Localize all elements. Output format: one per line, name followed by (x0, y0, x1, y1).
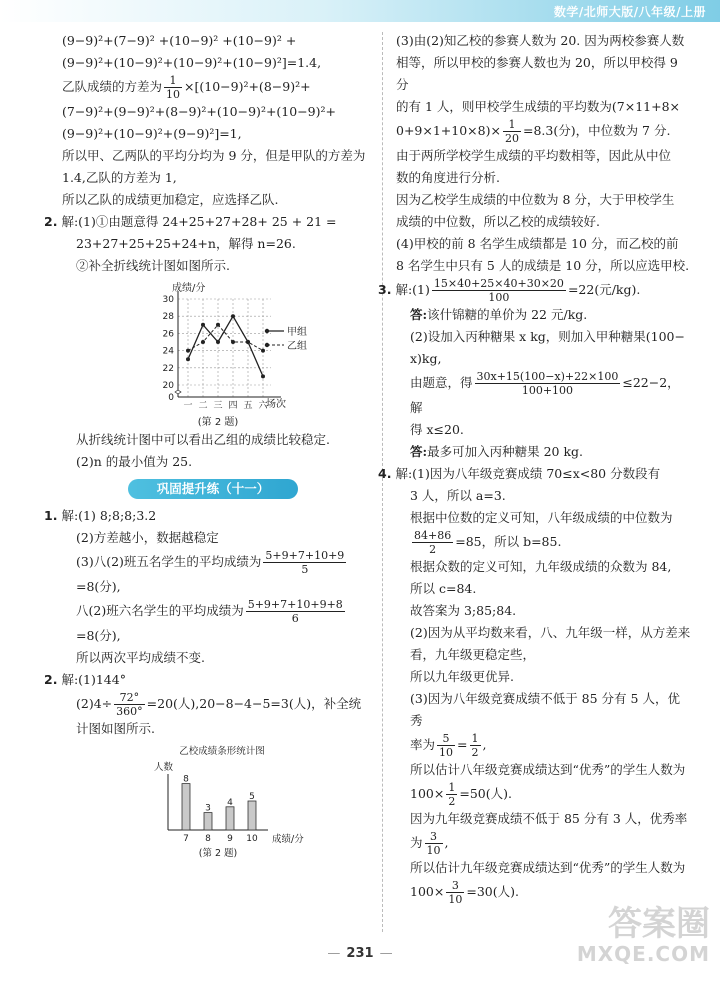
fraction (246, 598, 345, 625)
question-number: 2. (44, 672, 58, 687)
question-number: 2. (44, 214, 58, 229)
denominator: 100 (488, 291, 510, 304)
denominator: 10 (426, 844, 441, 857)
chart-title: 乙校成绩条形统计图 (179, 746, 265, 757)
text-line: 所以九年级更优异. (410, 669, 514, 684)
answer-key: 答: (410, 444, 428, 459)
text-span: 0+9×1+10×8)× (396, 123, 501, 138)
fraction (437, 732, 455, 759)
text-line: 故答案为 3;85;84. (410, 603, 517, 618)
bar (226, 807, 234, 830)
text-span: (3)八(2)班五名学生的平均成绩为 (76, 554, 262, 569)
denominator: 360° (116, 705, 143, 718)
text-line (396, 304, 692, 326)
numerator: 30x+15(100−x)+22×100 (476, 370, 619, 383)
text-line (62, 691, 374, 718)
watermark-url: MXQE.COM (576, 942, 710, 966)
text-line (396, 879, 692, 906)
text-line: 看，九年级更稳定些， (410, 647, 536, 662)
text-line: 从折线统计图中可以看出乙组的成绩比较稳定. (76, 432, 330, 447)
x-tick-label: 9 (227, 834, 233, 844)
x-tick-label: 六 (258, 401, 268, 411)
text-span: 由题意，得 (410, 375, 473, 390)
text-line (396, 370, 692, 419)
text-span: 解:(1)①由题意得 24+25+27+28+ 25 + 21 = (61, 214, 337, 229)
text-line: 计图如图所示. (76, 721, 155, 736)
data-point (201, 323, 205, 327)
fraction (164, 74, 182, 101)
bar (182, 784, 190, 830)
bar (248, 801, 256, 830)
text-span: 因为九年级竞赛成绩不低于 85 分有 3 人，优秀率为 (410, 811, 688, 850)
text-span: ×[(10−9)²+(8−9)²+ (184, 79, 311, 94)
numerator: 5+9+7+10+9 (265, 549, 345, 562)
text-line: x)kg, (410, 351, 442, 366)
fraction (432, 277, 566, 304)
text-line: (9−9)²+(10−9)²+(10−9)²+(10−9)²]=1.4, (62, 55, 322, 70)
text-span: 率为 (410, 737, 436, 752)
fraction (446, 781, 457, 808)
numerator: 5 (437, 732, 455, 746)
watermark (577, 905, 710, 965)
text-line: (2)n 的最小值为 25. (76, 454, 193, 469)
fraction (503, 118, 521, 145)
text-span: =8.3(分)，中位数为 7 分. (522, 123, 671, 138)
text-span: =20(人),20−8−4−5=3(人)，补全统 (146, 696, 362, 711)
fraction (412, 529, 453, 556)
text-span: 解:(1)因为八年级竞赛成绩 70≤x<80 分数段有 (395, 466, 661, 481)
text-line: (9−9)²+(7−9)² +(10−9)² +(10−9)² + (62, 33, 297, 48)
numerator: 72° (114, 691, 145, 705)
numerator: 1 (448, 781, 456, 794)
text-line (396, 441, 692, 463)
answer-key: 答: (410, 307, 428, 322)
fraction (425, 830, 443, 857)
figure-caption: (第 2 题) (198, 848, 238, 859)
text-line: (3)因为八年级竞赛成绩不低于 85 分有 5 人，优秀 (410, 691, 680, 728)
text-span: 解:(1) (395, 282, 430, 297)
text-span: 100× (410, 884, 445, 899)
text-line: 所以估计九年级竞赛成绩达到“优秀”的学生人数为 (410, 860, 686, 875)
question-2b (44, 669, 374, 691)
legend-label-b: 乙组 (287, 341, 307, 352)
bar-value-label: 5 (249, 792, 255, 802)
question-number: 1. (44, 508, 58, 523)
text-line: 由于两所学校学生成绩的平均数相等，因此从中位 (396, 148, 672, 163)
data-point (261, 349, 265, 353)
watermark-logo: 答案圈 (608, 904, 710, 944)
y-tick-label: 26 (162, 329, 174, 340)
line-chart (62, 279, 374, 429)
text-span: 最多可加入丙种糖果 20 kg. (427, 444, 584, 459)
text-span: =22(元/kg). (567, 282, 641, 297)
text-line: 3 人，所以 a=3. (410, 488, 506, 503)
text-span: =85，所以 b=85. (455, 534, 562, 549)
bar-value-label: 4 (227, 797, 233, 808)
denominator: 2 (448, 795, 456, 808)
text-span: =50(人). (459, 786, 512, 801)
legend-label-a: 甲组 (287, 327, 307, 338)
text-span: =30(人). (466, 884, 519, 899)
text-span: 乙队成绩的方差为 (62, 79, 163, 94)
question-4 (378, 463, 692, 485)
left-column (44, 30, 374, 860)
question-3 (378, 277, 692, 304)
text-line: 1.4,乙队的方差为 1, (62, 170, 177, 185)
bar-value-label: 3 (205, 803, 211, 814)
text-line: (4)甲校的前 8 名学生成绩都是 10 分，而乙校的前 (396, 236, 679, 251)
text-line: 所以两次平均成绩不变. (76, 650, 205, 665)
numerator: 84+86 (414, 529, 452, 542)
numerator: 1 (503, 118, 521, 132)
numerator: 5+9+7+10+9+8 (247, 598, 343, 611)
legend-marker-a (265, 329, 269, 333)
text-line: 数的角度进行分析. (396, 170, 500, 185)
text-line (62, 549, 374, 576)
text-span: , (482, 737, 487, 752)
fraction (114, 691, 145, 718)
denominator: 10 (448, 893, 463, 906)
text-line: 因为乙校学生成绩的中位数为 8 分，大于甲校学生 (396, 192, 675, 207)
text-line: 根据众数的定义可知，九年级成绩的众数为 84, (410, 559, 672, 574)
denominator: 2 (471, 746, 479, 759)
text-line: (2)因为从平均数来看，八、九年级一样，从方差来 (410, 625, 691, 640)
x-tick-label: 一 (183, 401, 193, 411)
y-axis-label: 成绩/分 (172, 283, 206, 294)
fraction (470, 732, 481, 759)
fraction (475, 370, 621, 397)
numerator: 1 (471, 732, 479, 745)
text-line: =8(分), (76, 628, 121, 643)
figure-caption: (第 2 题) (197, 417, 239, 428)
text-span: 解:(1) 8;8;8;3.2 (61, 508, 157, 523)
data-point (231, 340, 235, 344)
section-banner: 巩固提升练（十一） (128, 479, 298, 499)
text-line: 所以甲、乙两队的平均分均为 9 分，但是甲队的方差为 (62, 148, 366, 163)
question-number: 4. (378, 466, 392, 481)
text-line: (9−9)²+(10−9)²+(9−9)²]=1, (62, 126, 242, 141)
legend-marker-b (265, 343, 269, 347)
x-tick-label: 10 (246, 834, 258, 844)
text-line (62, 598, 374, 625)
text-span: , (444, 835, 449, 850)
y-axis-label: 人数 (154, 762, 174, 773)
data-point (216, 340, 220, 344)
text-line: 成绩的中位数，所以乙校的成绩较好. (396, 214, 600, 229)
x-tick-label: 三 (213, 401, 223, 411)
x-tick-label: 7 (183, 834, 189, 844)
question-2 (44, 211, 374, 233)
numerator: 15×40+25×40+30×20 (433, 277, 564, 290)
series-line (188, 316, 263, 376)
data-point (231, 314, 235, 318)
denominator: 10 (166, 88, 181, 101)
numerator: 1 (164, 74, 182, 88)
text-span: 八(2)班六名学生的平均成绩为 (76, 603, 244, 618)
text-span: = (457, 737, 468, 752)
text-line: 23+27+25+25+24+n，解得 n=26. (76, 236, 296, 251)
denominator: 20 (504, 132, 519, 145)
numerator: 3 (425, 830, 443, 844)
text-line: =8(分), (76, 579, 121, 594)
text-span: (2)4÷ (76, 696, 113, 711)
text-line: (7−9)²+(9−9)²+(8−9)²+(10−9)²+(10−9)²+ (62, 104, 336, 119)
text-span: ≤22−2，解 (410, 375, 680, 415)
axis-break (175, 390, 181, 394)
data-point (201, 340, 205, 344)
text-span: 解:(1)144° (61, 672, 126, 687)
text-line (396, 529, 692, 556)
bar-chart (62, 742, 374, 860)
bar (204, 813, 212, 830)
numerator: 3 (446, 879, 464, 893)
text-line: 所以 c=84. (410, 581, 477, 596)
text-line (62, 74, 374, 101)
data-point (246, 340, 250, 344)
fraction (263, 549, 346, 576)
text-line (396, 732, 692, 759)
fraction (446, 879, 464, 906)
text-line: 根据中位数的定义可知，八年级成绩的中位数为 (410, 510, 673, 525)
text-line: 的有 1 人，则甲校学生成绩的平均数为(7×11+8× (396, 99, 681, 114)
footer-dash-right: — (379, 946, 393, 961)
y-tick-label: 28 (162, 312, 174, 323)
x-tick-label: 二 (198, 401, 208, 411)
text-line (396, 781, 692, 808)
question-number: 3. (378, 282, 392, 297)
y-tick-label: 24 (162, 346, 174, 357)
header-tag: 数学/北师大版/八年级/上册 (553, 5, 706, 19)
right-column (378, 30, 692, 906)
text-line: 得 x≤20. (410, 422, 464, 437)
text-span: 100× (410, 786, 445, 801)
text-line (396, 808, 692, 857)
x-axis-label: 成绩/分 (272, 834, 304, 845)
x-tick-label: 五 (243, 401, 253, 411)
y-tick-label: 0 (168, 393, 174, 403)
text-line (396, 118, 692, 145)
x-tick-label: 8 (205, 834, 211, 844)
question-1 (44, 505, 374, 527)
data-point (186, 357, 190, 361)
text-line: 所以估计八年级竞赛成绩达到“优秀”的学生人数为 (410, 762, 686, 777)
y-tick-label: 30 (162, 295, 174, 305)
text-line: (2)方差越小，数据越稳定 (76, 530, 219, 545)
y-tick-label: 22 (162, 363, 174, 374)
header-bar (0, 0, 720, 22)
denominator: 100+100 (521, 384, 574, 397)
x-tick-label: 四 (228, 401, 238, 411)
denominator: 2 (429, 543, 437, 556)
denominator: 5 (301, 563, 309, 576)
text-line: 8 名学生中只有 5 人的成绩是 10 分，所以应选甲校. (396, 258, 690, 273)
footer-dash-left: — (327, 946, 341, 961)
x-axis-label: 场次 (266, 399, 286, 410)
text-line: (3)由(2)知乙校的参赛人数为 20. 因为两校参赛人数 (396, 33, 685, 48)
denominator: 10 (439, 746, 454, 759)
page-number: 231 (346, 946, 374, 961)
text-line: 所以乙队的成绩更加稳定，应选择乙队. (62, 192, 279, 207)
text-line: 相等，所以甲校的参赛人数也为 20，所以甲校得 9 分 (396, 55, 678, 92)
data-point (186, 349, 190, 353)
text-span: 该什锦糖的单价为 22 元/kg. (427, 307, 588, 322)
denominator: 6 (291, 612, 299, 625)
data-point (216, 323, 220, 327)
y-tick-label: 20 (162, 381, 174, 391)
data-point (261, 374, 265, 378)
text-line: (2)设加入丙种糖果 x kg，则加入甲种糖果(100− (410, 329, 685, 344)
bar-value-label: 8 (183, 774, 189, 785)
text-line: ②补全折线统计图如图所示. (76, 258, 230, 273)
